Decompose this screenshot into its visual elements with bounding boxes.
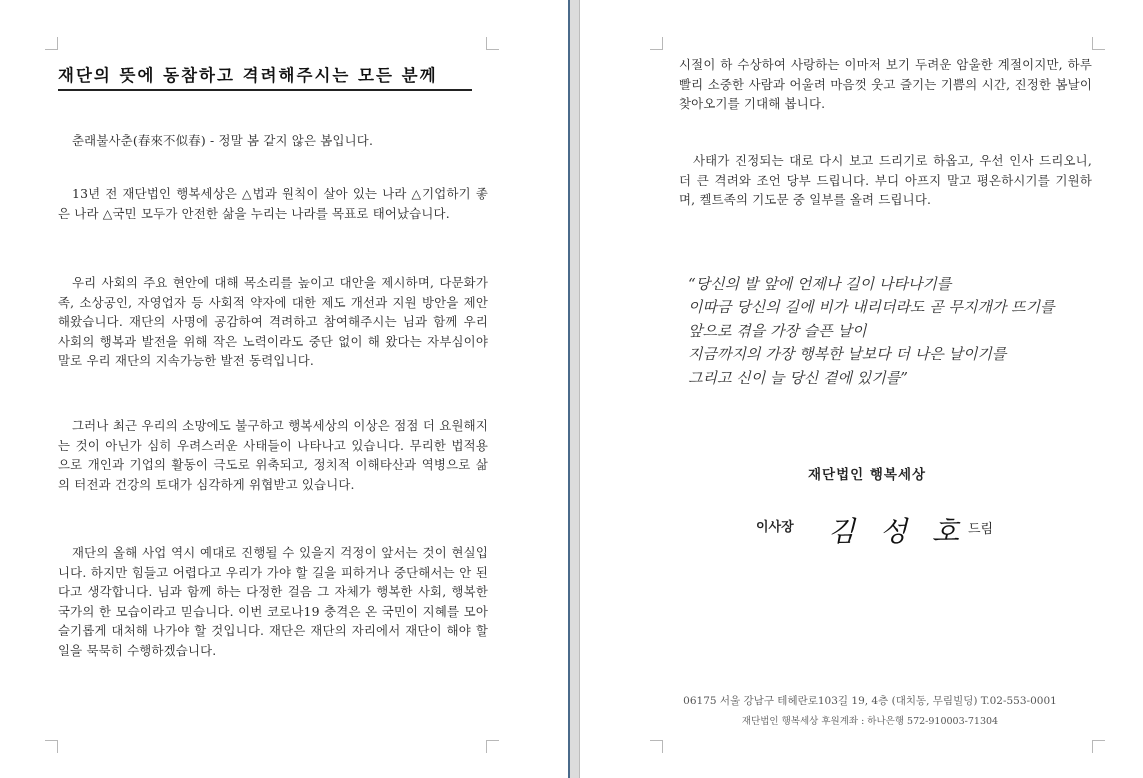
address-line: 06175 서울 강남구 테헤란로103길 19, 4층 (대치동, 무림빌딩) T.02-553-0001 — [683, 695, 1057, 707]
document-page-left — [0, 0, 568, 778]
crop-mark-top-left — [650, 37, 663, 50]
quote-line: 이따금 당신의 길에 비가 내리더라도 곧 무지개가 뜨기를 — [688, 298, 1055, 317]
foundation-name: 재단법인 행복세상 — [808, 467, 927, 483]
letter-title: 재단의 뜻에 동참하고 격려해주시는 모든 분께 — [58, 62, 472, 91]
quote-line: 그리고 신이 늘 당신 곁에 있기를” — [688, 368, 908, 387]
body-paragraph-5: 재단의 올해 사업 역시 예대로 진행될 수 있을지 걱정이 앞서는 것이 현실입니다. 하지만 힘들고 어렵다고 우리가 가야 할 길을 피하거나 중단해서는 안 된다고 생각합니다. 님과 함께 하는 다정한 걸음 그 자체가 행복한 사회, 행복한 국가의 한 모습이라고 믿습니다. 이번 코로나19 충격은 온 국민이 지혜를 모아 슬기롭게 대처해 나가야 할 것입니다. 재단은 재단의 자리에서 재단이 해야 할 일을 묵묵히 수행하겠습니다. — [58, 545, 488, 658]
crop-mark-bottom-left — [650, 740, 663, 753]
page-divider — [568, 0, 580, 778]
body-paragraph-7: 사태가 진정되는 대로 다시 보고 드리기로 하옵고, 우선 인사 드리오니, 더 큰 격려와 조언 당부 드립니다. 부디 아프지 말고 평온하시기를 기원하며, 켈트족의 기도문 중 일부를 올려 드립니다. — [679, 153, 1092, 207]
document-page-right — [580, 0, 1143, 778]
body-paragraph-1: 춘래불사춘(春來不似春) - 정말 봄 같지 않은 봄입니다. — [72, 133, 374, 148]
crop-mark-bottom-left — [45, 740, 58, 753]
handwritten-signature: 김 성 호 — [828, 515, 967, 548]
chair-title: 이사장 — [756, 520, 794, 535]
quote-line: “당신의 발 앞에 언제나 길이 나타나기를 — [688, 275, 952, 293]
signature-block — [756, 510, 1016, 560]
body-paragraph-4: 그러나 최근 우리의 소망에도 불구하고 행복세상의 이상은 점점 더 요원해지는 것이 아닌가 심히 우려스러운 사태들이 나타나고 있습니다. 무리한 법적용으로 개인과 기업의 활동이 극도로 위축되고, 정치적 이해타산과 역병으로 삶의 터전과 건강의 토대가 심각하게 위협받고 있습니다. — [58, 418, 488, 492]
crop-mark-top-left — [45, 37, 58, 50]
quote-line: 지금까지의 가장 행복한 날보다 더 나은 날이기를 — [688, 345, 1007, 364]
body-paragraph-6: 시절이 하 수상하여 사랑하는 이마저 보기 두려운 암울한 계절이지만, 하루빨리 소중한 사람과 어울려 마음껏 웃고 즐기는 기쁨의 시간, 진정한 봄날이 찾아오기를 기대해 봅니다. — [679, 57, 1092, 111]
body-paragraph-2: 13년 전 재단법인 행복세상은 △법과 원칙이 살아 있는 나라 △기업하기 좋은 나라 △국민 모두가 안전한 삶을 누리는 나라를 목표로 태어났습니다. — [58, 186, 488, 221]
crop-mark-top-right — [1092, 37, 1105, 50]
account-line: 재단법인 행복세상 후원계좌 : 하나은행 572-910003-71304 — [741, 716, 999, 727]
body-paragraph-3: 우리 사회의 주요 현안에 대해 목소리를 높이고 대안을 제시하며, 다문화가족, 소상공인, 자영업자 등 사회적 약자에 대한 제도 개선과 지원 방안을 제안해왔습니다. 재단의 사명에 공감하여 격려하고 참여해주시는 님과 함께 우리 사회의 행복과 발전을 위해 작은 노력이라도 중단 없이 해 왔다는 자부심이야 말로 우리 재단의 지속가능한 발전 동력입니다. — [58, 275, 488, 368]
crop-mark-top-right — [486, 37, 499, 50]
crop-mark-bottom-right — [1092, 740, 1105, 753]
crop-mark-bottom-right — [486, 740, 499, 753]
sign-suffix: 드림 — [968, 522, 994, 537]
quote-line: 앞으로 겪을 가장 슬픈 날이 — [688, 321, 867, 340]
celtic-prayer-quote — [688, 273, 1088, 390]
